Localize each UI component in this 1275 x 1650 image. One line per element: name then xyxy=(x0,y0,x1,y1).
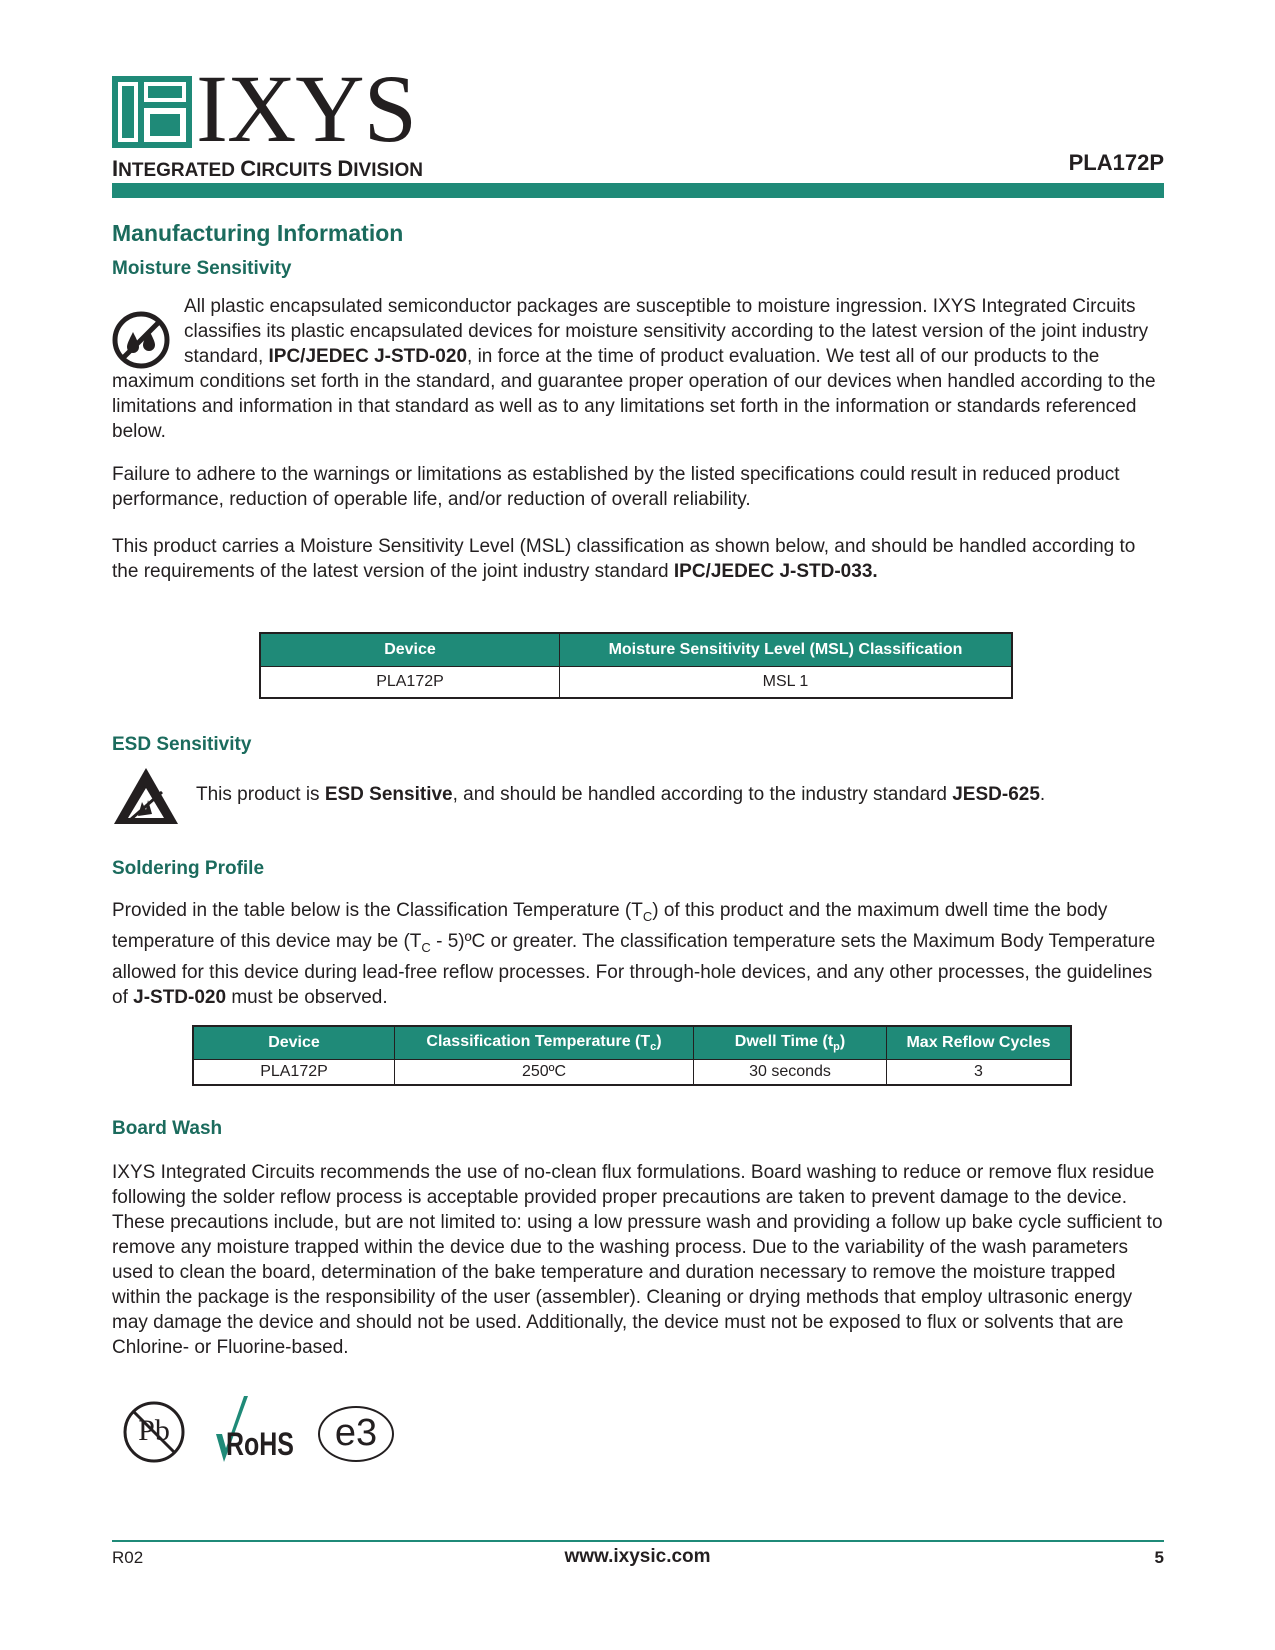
msl-header-classification: Moisture Sensitivity Level (MSL) Classification xyxy=(560,633,1013,667)
division-name: INTEGRATED CIRCUITS DIVISION xyxy=(112,156,423,181)
reflow-cell-device: PLA172P xyxy=(193,1060,395,1086)
icon-spacer xyxy=(112,294,184,368)
lead-free-label: Pb xyxy=(138,1414,170,1447)
moisture-paragraph-3: This product carries a Moisture Sensitivity Level (MSL) classification as shown below, and should be handled according to the requirements of the latest version of the joint industry standard IPC/JEDEC J-STD-033. xyxy=(112,536,1136,582)
website-link[interactable]: www.ixysic.com xyxy=(564,1546,711,1567)
moisture-heading: Moisture Sensitivity xyxy=(112,258,292,279)
reflow-header-classification: Classification Temperature $(T_c)$ xyxy=(395,1026,694,1060)
moisture-paragraph-1: All plastic encapsulated semiconductor packages are susceptible to moisture ingression. IXYS Integrated Circuits classifies its plastic encapsulated devices for moisture sensitivity according to the latest version of the joint industry standard, IPC/JEDEC J-STD-020, in force at the time of product evaluation. We test all of our products to the maximum conditions set forth in the standard, and guarantee proper operation of our devices when handled according to the limitations and information in that standard as well as to any limitations set forth in the information or standards referenced below. xyxy=(112,296,1156,442)
footer-rule xyxy=(112,1540,1164,1542)
reflow-cell-temperature: 250ºC xyxy=(395,1060,694,1086)
soldering-paragraph: Provided in the table below is the Classification Temperature $(T_C)$ of this product and the maximum dwell time the body temperature of this device may be ($T_C$ - 5)ºC or greater. The classification temperature sets the Maximum Body Temperature allowed for this device during lead-free reflow processes. For through-hole devices, and any other processes, the guidelines of J-STD-020 must be observed. xyxy=(112,900,1156,1008)
msl-table-header-row xyxy=(260,633,1012,667)
esd-text: This product is ESD Sensitive, and should be handled according to the industry standard JESD-625. xyxy=(196,784,1046,805)
msl-cell-level: MSL 1 xyxy=(560,667,1013,699)
soldering-heading: Soldering Profile xyxy=(112,858,265,879)
esd-heading: ESD Sensitivity xyxy=(112,734,252,755)
msl-table xyxy=(259,632,1013,699)
table-row xyxy=(260,667,1012,699)
e3-label: e3 xyxy=(334,1412,378,1454)
ixys-logo-text: IXYS xyxy=(196,55,417,162)
rohs-icon xyxy=(214,1394,294,1466)
e3-icon xyxy=(318,1406,394,1462)
boardwash-heading: Board Wash xyxy=(112,1118,223,1139)
lead-free-icon xyxy=(122,1400,186,1464)
moisture-paragraph-2: Failure to adhere to the warnings or limitations as established by the listed specifications could result in reduced product performance, reduction of operable life, and/or reduction of overall reliability. xyxy=(112,464,1120,510)
reflow-header-device: Device xyxy=(193,1026,395,1060)
reflow-table-header-row xyxy=(193,1026,1071,1060)
reflow-cell-dwell: 30 seconds xyxy=(694,1060,887,1086)
table-row xyxy=(193,1060,1071,1086)
reflow-header-dwell: Dwell Time $(t_p)$ xyxy=(694,1026,887,1060)
header-rule xyxy=(112,183,1164,198)
page-title: Manufacturing Information xyxy=(112,220,404,246)
reflow-cell-cycles: 3 xyxy=(887,1060,1072,1086)
ixys-logo-mark-icon xyxy=(112,76,192,148)
esd-warning-icon xyxy=(112,766,180,826)
revision: R02 xyxy=(112,1548,144,1567)
boardwash-paragraph: IXYS Integrated Circuits recommends the use of no-clean flux formulations. Board washing to reduce or remove flux residue following the solder reflow process is acceptable provided proper precautions are taken to prevent damage to the device. These precautions include, but are not limited to: using a low pressure wash and providing a follow up bake cycle sufficient to remove any moisture trapped within the device due to the washing process. Due to the variability of the wash parameters used to clean the board, determination of the bake temperature and duration necessary to remove the moisture trapped within the package is the responsibility of the user (assembler). Cleaning or drying methods that employ ultrasonic energy may damage the device and should not be used. Additionally, the device must not be exposed to flux or solvents that are Chlorine- or Fluorine-based. xyxy=(112,1162,1163,1358)
reflow-header-cycles: Max Reflow Cycles xyxy=(887,1026,1072,1060)
reflow-table xyxy=(192,1025,1072,1086)
msl-cell-device: PLA172P xyxy=(260,667,560,699)
page-number: 5 xyxy=(1154,1548,1164,1567)
part-number: PLA172P xyxy=(1068,150,1164,175)
msl-header-device: Device xyxy=(260,633,560,667)
rohs-label: RoHS xyxy=(226,1426,294,1462)
